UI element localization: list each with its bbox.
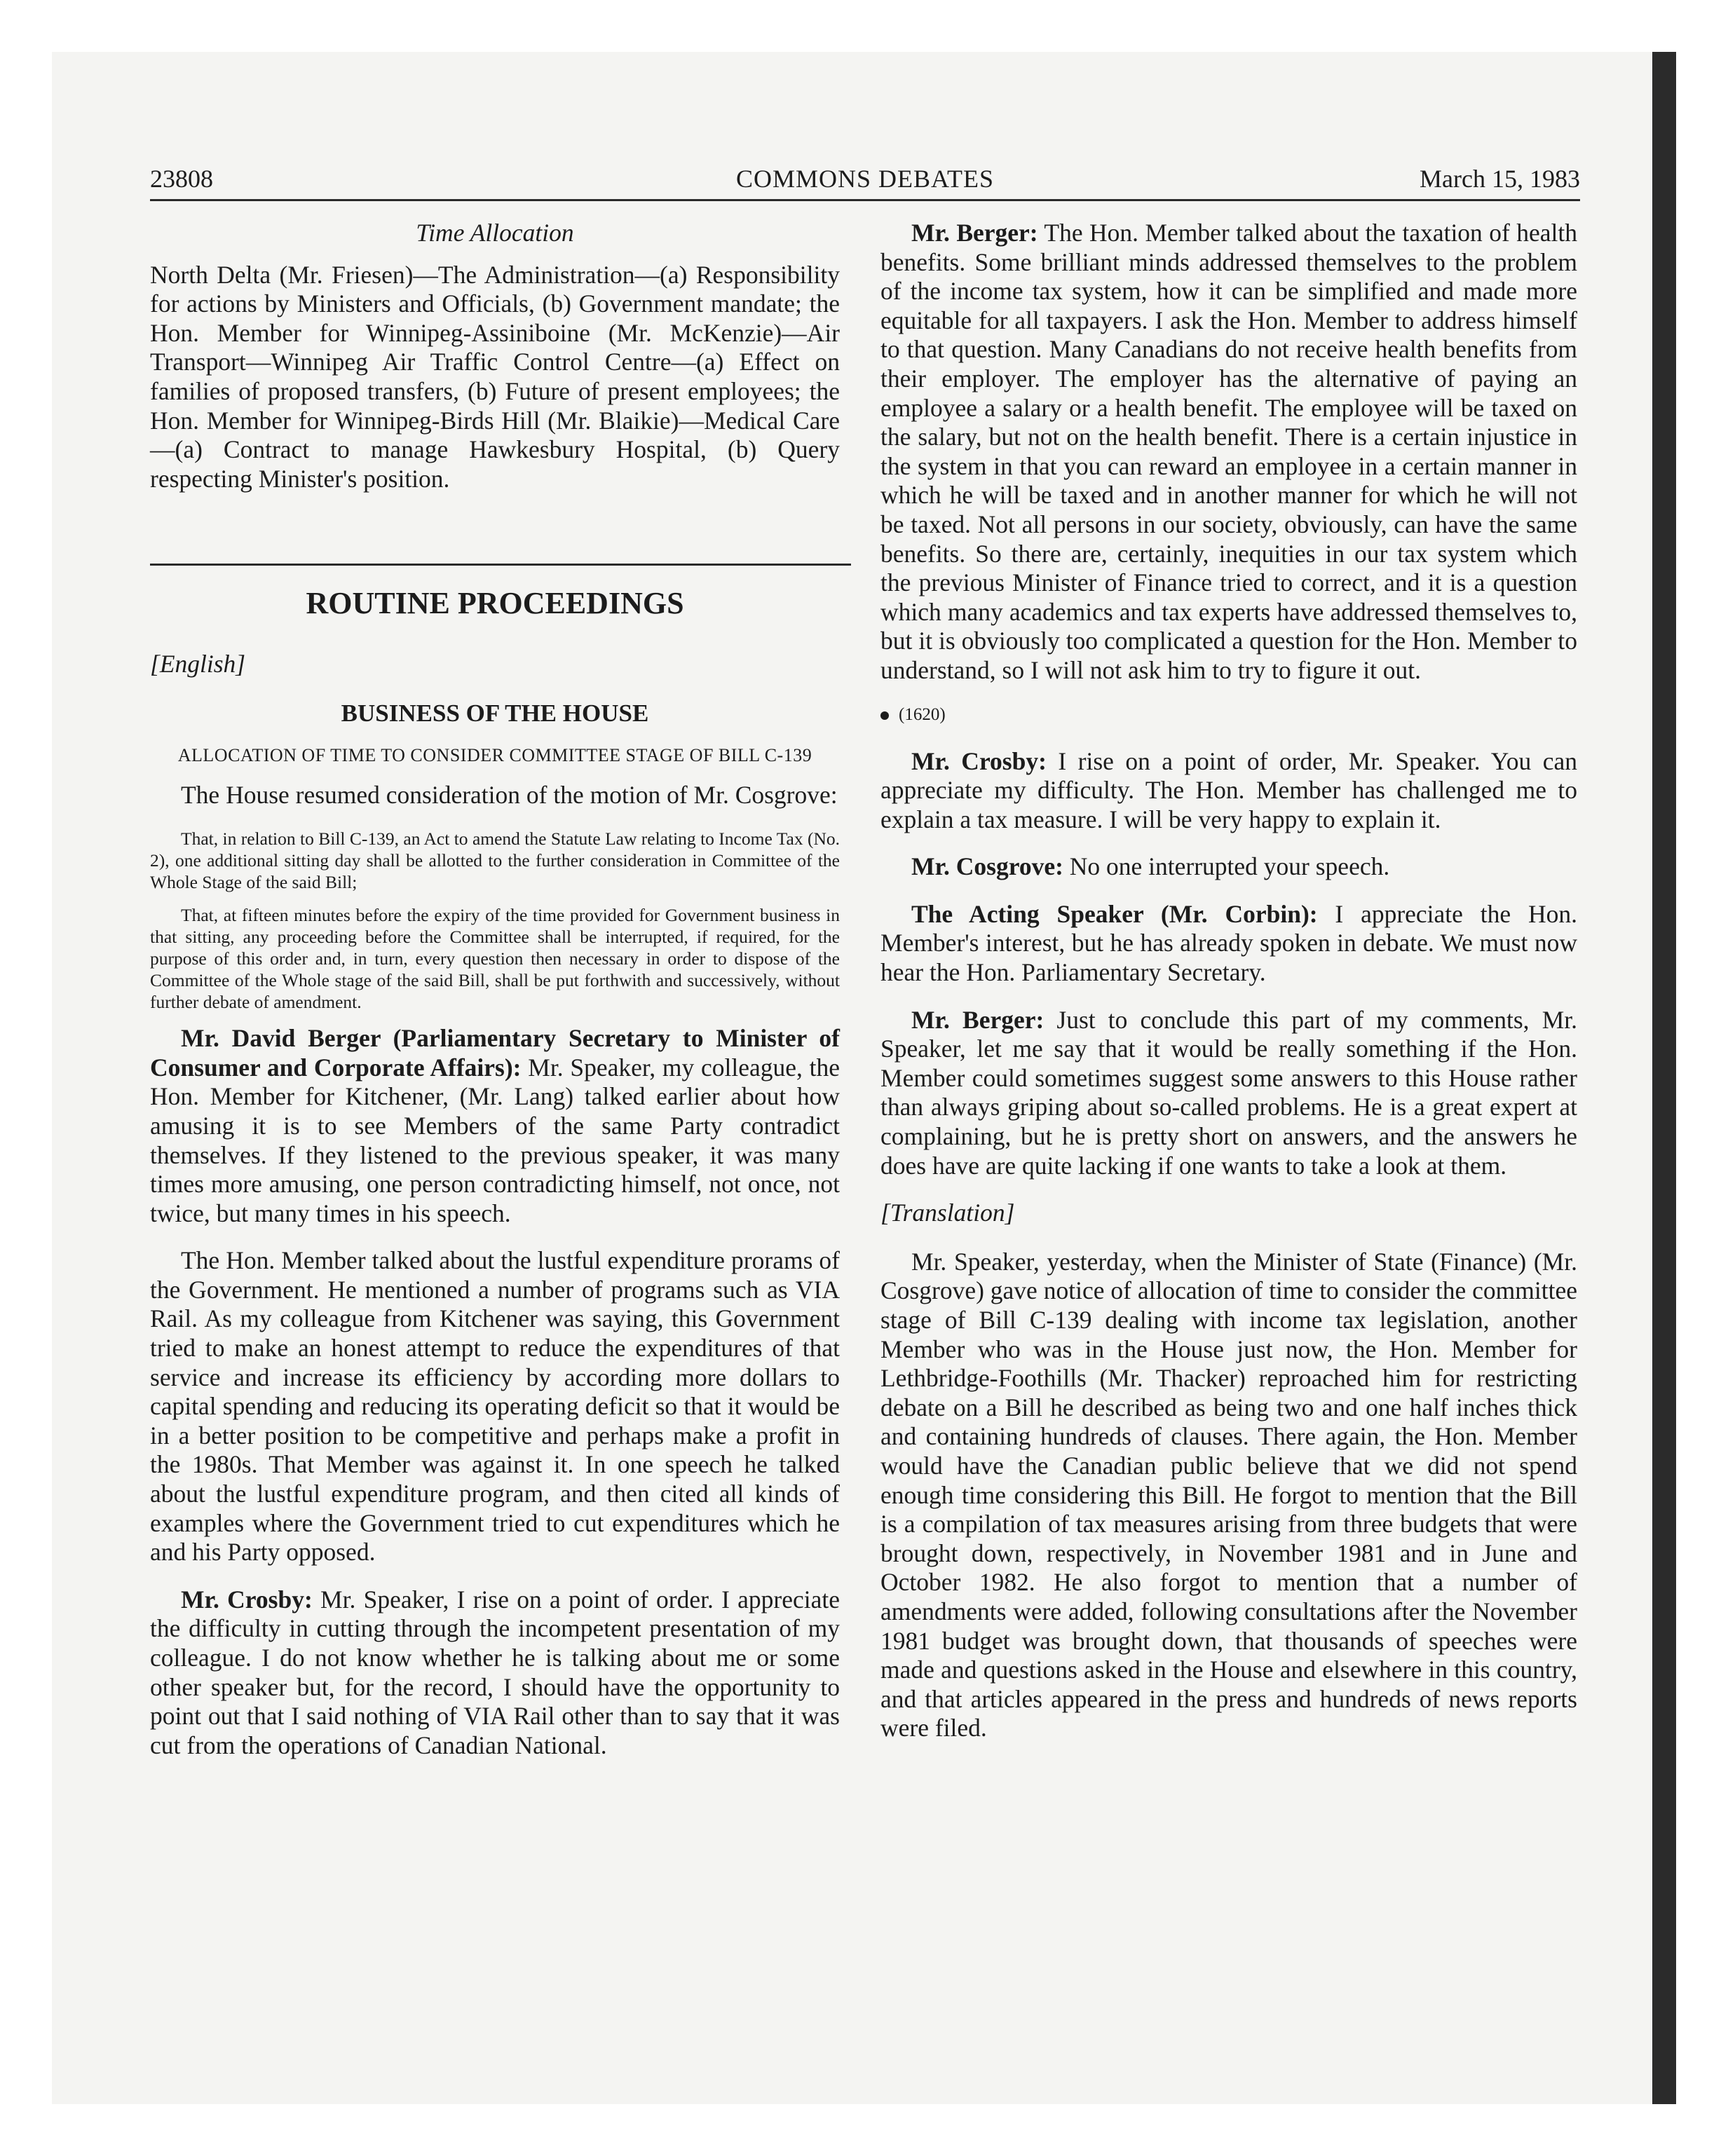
speech-text: The Hon. Member talked about the taxation of health benefits. Some brilliant minds addressed themselves to the problem of the income tax system, how it can be simplified and made more equitable for all taxpayers. I ask the Hon. Member to address himself to that question. Many Canadians do not receive health benefits from their employer. The employer has the alternative of paying an employee a salary or a health benefit. The employee will be taxed on the salary, but not on the health benefit. There is a certain injustice in the system in that you can reward an employee in a certain manner in which he will be taxed and in another manner for which he will not be taxed. Not all persons in our society, obviously, can have the same benefits. So there are, certainly, inequities in our tax system which the previous Minister of Finance tried to correct, and it is a question which many academics and tax experts have addressed themselves to, but it is obviously too complicated a question for the Hon. Member to understand, so I will not ask him to try to figure it out. xyxy=(880,219,1577,684)
time-marker xyxy=(880,704,1577,726)
speaker-name: Mr. Crosby: xyxy=(911,746,1047,775)
speaker-name: Mr. Berger: xyxy=(911,219,1038,247)
speech-paragraph xyxy=(880,900,1577,988)
speech-paragraph xyxy=(150,1024,840,1228)
publication-date: March 15, 1983 xyxy=(1420,165,1580,193)
language-marker: [English] xyxy=(150,650,246,678)
speech-text: Just to conclude this part of my comments, Mr. Speaker, let me say that it would be really something if the Hon. Member could sometimes suggest some answers to this House rather than always griping about so-called problems. He is a great expert at complaining, but he is pretty short on answers, and the answers he does have are quite lacking if one wants to take a look at them. xyxy=(880,1005,1577,1180)
speaker-name: Mr. Cosgrove: xyxy=(911,852,1063,881)
speech-text: Mr. Speaker, I rise on a point of order. I appreciate the difficulty in cutting through the incompetent presentation of my colleague. I do not know whether he is talking about me or some other speaker but, for the record, I should have the opportunity to point out that I said nothing of VIA Rail other than to say that it was cut from the operations of Canadian National. xyxy=(150,1585,840,1759)
running-header xyxy=(150,160,1580,201)
resumed-paragraph: The House resumed consideration of the motion of Mr. Cosgrove: xyxy=(181,780,838,809)
speech-text: I appreciate the Hon. Member's interest, but he has already spoken in debate. We must now hear the Hon. Parliamentary Secretary. xyxy=(880,899,1577,987)
speech-paragraph xyxy=(880,747,1577,835)
subheading: BUSINESS OF THE HOUSE xyxy=(341,699,649,727)
speaker-name: Mr. Berger: xyxy=(911,1005,1045,1034)
speech-paragraph xyxy=(880,219,1577,685)
left-column xyxy=(150,219,840,1778)
motion-paragraph-1: That, in relation to Bill C-139, an Act to amend the Statute Law relating to Income Tax (No. 2), one additional sitting day shall be allotted to the further consideration in Committee of the Whole Stage of the said Bill; xyxy=(150,828,840,893)
speech-paragraph xyxy=(150,1585,840,1761)
speech-text: No one interrupted your speech. xyxy=(1063,852,1390,881)
bullet-icon xyxy=(880,711,889,720)
section-label: Time Allocation xyxy=(416,219,574,247)
speech-text: I rise on a point of order, Mr. Speaker. You can appreciate my difficulty. The Hon. Member has challenged me to explain a tax measure. I will be very happy to explain it. xyxy=(880,746,1577,833)
section-divider xyxy=(150,564,851,566)
right-column xyxy=(880,219,1577,1761)
scan-edge-shadow xyxy=(1652,52,1676,2104)
speaker-name: Mr. David Berger (Parliamentary Secretary to Minister of Consumer and Corporate Affairs): xyxy=(150,1024,840,1082)
speech-paragraph: The Hon. Member talked about the lustful expenditure prorams of the Government. He mentioned a number of programs such as VIA Rail. As my colleague from Kitchener was saying, this Government tried to make an honest attempt to reduce the expenditures of that service and increase its efficiency by according more dollars to capital spending and reducing its operating deficit so that it would be in a better position to be competitive and perhaps make a profit in the 1980s. That Member was against it. In one speech he talked about the lustful expenditure program, and then cited all kinds of examples where the Government tried to cut expenditures which he and his Party opposed. xyxy=(150,1246,840,1567)
time-marker-text: (1620) xyxy=(899,704,946,724)
motion-paragraph-2: That, at fifteen minutes before the expiry of the time provided for Government business in that sitting, any proceeding before the Committee shall be interrupted, if required, for the purpose of this order and, in turn, every question then necessary in order to dispose of the Committee of the Whole stage of the said Bill, shall be put forthwith and successively, without further debate of amendment. xyxy=(150,905,840,1013)
speech-paragraph xyxy=(880,1006,1577,1181)
speech-paragraph: Mr. Speaker, yesterday, when the Minister of State (Finance) (Mr. Cosgrove) gave notice of allocation of time to consider the committee stage of Bill C-139 dealing with income tax legislation, another Member who was in the House just now, the Hon. Member for Lethbridge-Foothills (Mr. Thacker) reproached him for restricting debate on a Bill he described as being two and one half inches thick and containing hundreds of clauses. There again, the Hon. Member would have the Canadian public believe that we did not spend enough time considering this Bill. He forgot to mention that the Bill is a compilation of tax measures arising from three budgets that were brought down, respectively, in November 1981 and in June and October 1982. He also forgot to mention that a number of amendments were added, following consultations after the November 1981 budget was brought down, that thousands of speeches were made and questions asked in the House and elsewhere in this country, and that articles appeared in the press and hundreds of news reports were filed. xyxy=(880,1247,1577,1742)
page-number: 23808 xyxy=(150,165,213,193)
speech-text: Mr. Speaker, my colleague, the Hon. Member for Kitchener, (Mr. Lang) talked earlier about how amusing it is to see Members of the same Party contradict themselves. If they listened to the previous speaker, it was many times more amusing, one person contradicting himself, not once, not twice, but many times in his speech. xyxy=(150,1053,840,1227)
publication-title: COMMONS DEBATES xyxy=(735,165,995,193)
allocation-title: ALLOCATION OF TIME TO CONSIDER COMMITTEE STAGE OF BILL C-139 xyxy=(177,744,812,765)
adjournment-topics: North Delta (Mr. Friesen)—The Administration—(a) Responsibility for actions by Ministers and Officials, (b) Government mandate; the Hon. Member for Winnipeg-Assiniboine (Mr. McKenzie)—Air Transport—Winnipeg Air Traffic Control Centre—(a) Effect on families of proposed transfers, (b) Future of present employees; the Hon. Member for Winnipeg-Birds Hill (Mr. Blaikie)—Medical Care—(a) Contract to manage Hawkesbury Hospital, (b) Query respecting Minister's position. xyxy=(150,260,840,493)
speech-paragraph xyxy=(880,852,1577,882)
section-heading: ROUTINE PROCEEDINGS xyxy=(306,586,684,621)
speaker-name: The Acting Speaker (Mr. Corbin): xyxy=(911,899,1318,928)
language-marker: [Translation] xyxy=(880,1199,1015,1227)
speaker-name: Mr. Crosby: xyxy=(181,1585,313,1613)
